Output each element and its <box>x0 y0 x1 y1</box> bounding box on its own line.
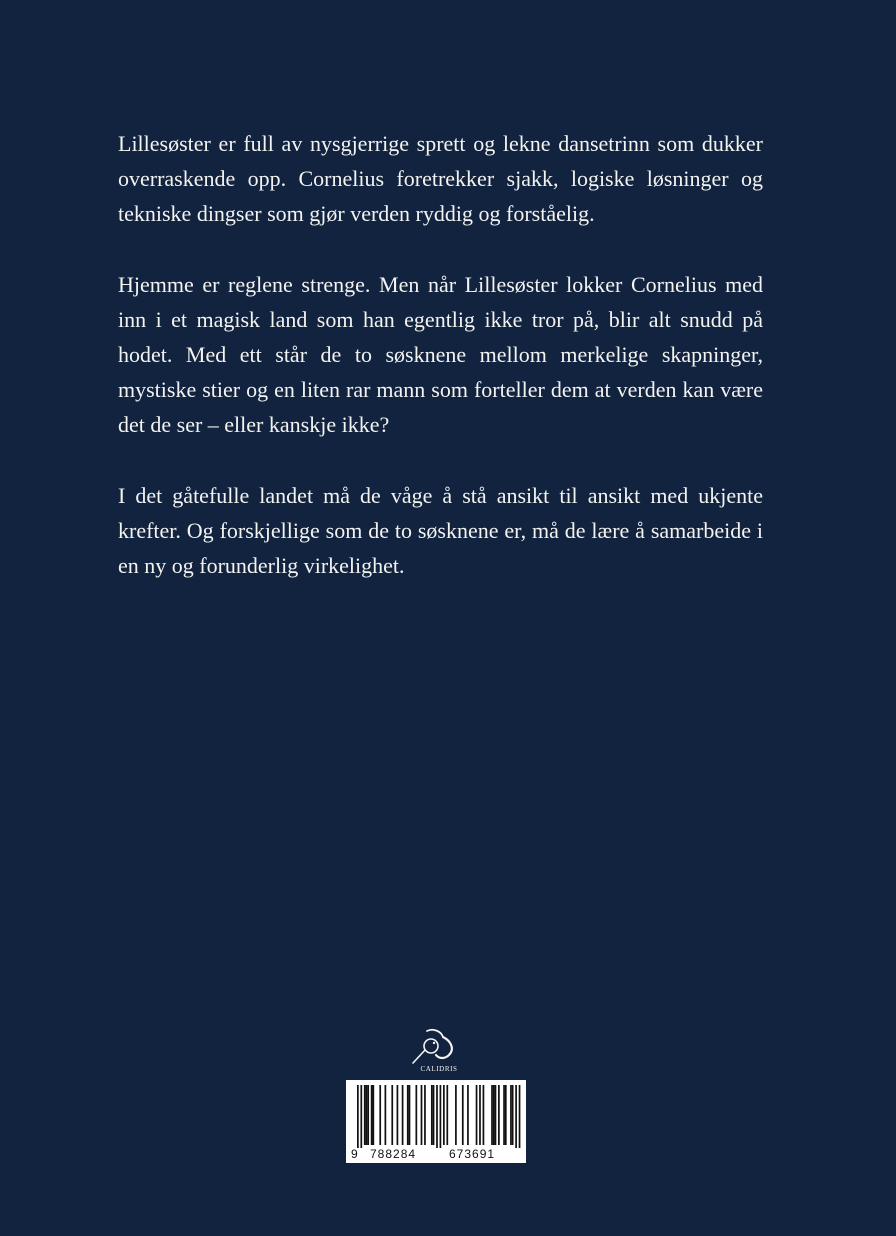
isbn-barcode <box>346 1080 526 1163</box>
barcode-bar <box>371 1085 373 1145</box>
isbn-lead-digit: 9 <box>351 1147 359 1161</box>
barcode-bar <box>415 1085 417 1145</box>
calidris-bird-logo-icon <box>409 1027 469 1067</box>
publisher-logo <box>409 1027 469 1075</box>
barcode-bar <box>519 1085 521 1148</box>
barcode-bar <box>491 1085 493 1145</box>
barcode-bar <box>379 1085 381 1145</box>
barcode-bar <box>455 1085 457 1145</box>
barcode-bar <box>372 1085 374 1145</box>
blurb-paragraph-2: Hjemme er reglene strenge. Men når Lillesøster lokker Cornelius med inn i et magisk land som han egentlig ikke tror på, blir alt snudd på hodet. Med ett står de to søsknene mellom merkelige skapninger, mystiske stier og en liten rar mann som forteller dem at verden kan være det de ser – eller kanskje ikke? <box>118 272 763 437</box>
barcode-bar <box>366 1085 368 1145</box>
barcode-bar <box>479 1085 481 1145</box>
barcode-bar <box>433 1085 435 1145</box>
barcode-bar <box>357 1085 359 1148</box>
barcode-bar <box>440 1085 442 1148</box>
blurb-text <box>118 126 763 619</box>
barcode-bar <box>397 1085 399 1145</box>
barcode-bar <box>391 1085 393 1145</box>
barcode-bar <box>495 1085 497 1145</box>
barcode-bar <box>467 1085 469 1145</box>
isbn-group-1: 788284 <box>370 1147 417 1161</box>
barcode-bar <box>409 1085 411 1145</box>
barcode-bar <box>510 1085 512 1145</box>
barcode-bar <box>446 1085 448 1145</box>
publisher-name: CALIDRIS <box>420 1065 458 1073</box>
barcode-bar <box>364 1085 366 1145</box>
barcode-bar <box>483 1085 485 1145</box>
isbn-group-2: 673691 <box>449 1147 496 1161</box>
barcode-bar <box>493 1085 495 1145</box>
blurb-paragraph-1: Lillesøster er full av nysgjerrige sprett og lekne dansetrinn som dukker overraskende opp. Cornelius foretrekker sjakk, logiske løsninger og tekniske dingser som gjør verden ryddig og forståelig. <box>118 131 763 226</box>
barcode-bar <box>402 1085 404 1145</box>
barcode-bar <box>498 1085 500 1145</box>
barcode-bar <box>407 1085 409 1145</box>
isbn-number <box>346 1147 526 1163</box>
barcode-bar <box>512 1085 514 1145</box>
barcode-bar <box>462 1085 464 1145</box>
barcode-bar <box>443 1085 445 1145</box>
barcode-bars <box>346 1080 526 1148</box>
barcode-bar <box>476 1085 478 1145</box>
barcode-bar <box>436 1085 438 1148</box>
barcode-bar <box>421 1085 423 1145</box>
barcode-bar <box>503 1085 505 1145</box>
barcode-bar <box>360 1085 362 1148</box>
barcode-bar <box>515 1085 517 1148</box>
barcode-bar <box>505 1085 507 1145</box>
barcode-bar <box>367 1085 369 1145</box>
barcode-bar <box>424 1085 426 1145</box>
barcode-bar <box>385 1085 387 1145</box>
blurb-paragraph-3: I det gåtefulle landet må de våge å stå ansikt til ansikt med ukjente krefter. Og forskjellige som de to søsknene er, må de lære å samarbeide i en ny og forunderlig virkelighet. <box>118 483 763 578</box>
barcode-bar <box>431 1085 433 1145</box>
